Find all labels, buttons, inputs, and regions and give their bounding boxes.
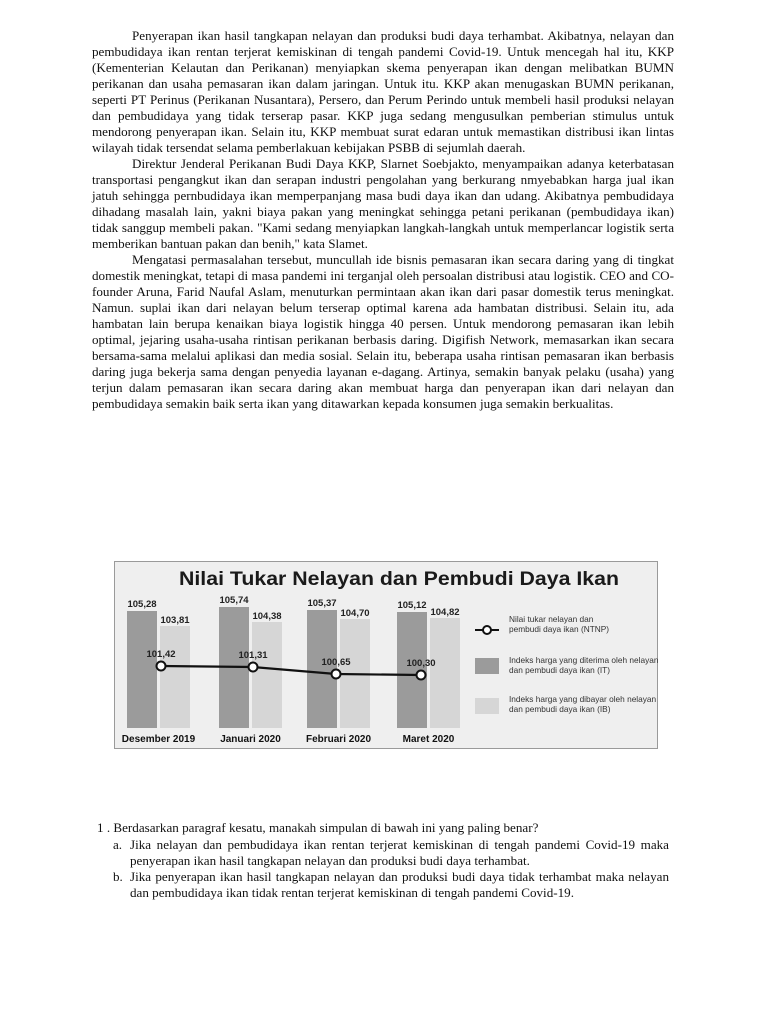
- option-text: Jika nelayan dan pembudidaya ikan rentan terjerat kemiskinan di tengah pandemi Covid-19 maka penyerapan ikan hasil tangkapan nelayan dan produksi budi daya terhambat.: [130, 836, 669, 868]
- ntnp-point: [332, 670, 341, 679]
- bar-label-ib: 103,81: [160, 615, 190, 626]
- ntnp-point: [417, 671, 426, 680]
- bar-ib: [252, 622, 282, 728]
- legend-ib-label: Indeks harga yang dibayar oleh nelayan dan pembudi daya ikan (IB): [509, 694, 657, 714]
- bar-label-ib: 104,82: [430, 607, 460, 618]
- chart-svg: [115, 562, 659, 750]
- option-b[interactable]: [97, 869, 669, 901]
- bar-label-ib: 104,38: [252, 611, 282, 622]
- ntnp-label: 101,42: [146, 649, 176, 660]
- option-letter: a.: [113, 836, 123, 852]
- paragraph-2: Direktur Jenderal Perikanan Budi Daya KKP, Slarnet Soebjakto, menyampaikan adanya keterbatasan transportasi pengangkut ikan dan serapan industri pengolahan yang berkurang nmyebabkan harga jual ikan jatuh sehingga pernbudidaya ikan memperpanjang masa budi daya ikan dan udang. Akibatnya pembudidaya dihadang masalah lain, yakni biaya pakan yang meningkat sehingga petani perikanan (pembudidaya ikan) tidak sanggup membeli pakan. "Kami sedang menyiapkan langkah-langkah untuk memperlancar logistik serta memberikan bantuan pakan dan benih," kata Slamet.: [92, 156, 674, 251]
- ntnp-point: [249, 663, 258, 672]
- ntnp-point: [157, 662, 166, 671]
- category-label: Januari 2020: [220, 734, 281, 745]
- bar-label-it: 105,74: [219, 595, 249, 606]
- bar-it: [307, 610, 337, 728]
- option-a[interactable]: [97, 837, 669, 869]
- category-label: Februari 2020: [305, 734, 372, 745]
- bar-label-it: 105,28: [127, 599, 157, 610]
- question-section: [97, 820, 669, 902]
- question-1-stem: [97, 820, 669, 836]
- bar-it: [127, 611, 157, 728]
- ntnp-chart: [114, 561, 658, 749]
- question-number: 1 .: [97, 820, 111, 835]
- ntnp-line: [161, 666, 421, 675]
- bar-ib: [430, 618, 460, 728]
- bar-label-ib: 104,70: [340, 608, 370, 619]
- legend-ntnp-label: Nilai tukar nelayan dan pembudi daya ikan (NTNP): [509, 614, 610, 634]
- ntnp-label: 101,31: [238, 650, 268, 661]
- paragraph-3: Mengatasi permasalahan tersebut, muncullah ide bisnis pemasaran ikan secara daring yang di tingkat domestik meningkat, tetapi di masa pandemi ini terganjal oleh persoalan distribusi atau logistik. CEO and CO-founder Aruna, Farid Naufal Aslam, menuturkan permintaan akan ikan dari pasar domestik terus meningkat. Namun. suplai ikan dari nelayan belum terserap optimal karena ada hambatan distribusi. Selain itu, ada hambatan lain berupa kenaikan biaya logistik hingga 40 persen. Untuk mendorong pemasaran ikan lebih optimal, jejaring usaha-usaha rintisan perikanan berbasis daring. Digifish Network, memasarkan ikan secara bersama-sama melalui aplikasi dan media sosial. Selain itu, beberapa usaha rintisan pemasaran ikan berbasis daring juga bekerja sama dengan penyedia layanan e-dagang. Artinya, semakin banyak pelaku (usaha) yang terjun dalam pemasaran ikan secara daring akan membuat harga dan penyerapan ikan dari nelayan dan pembudidaya semakin baik serta ikan yang ditawarkan kepada konsumen juga semakin berkualitas.: [92, 252, 674, 411]
- paragraph-1: Penyerapan ikan hasil tangkapan nelayan dan produksi budi daya terhambat. Akibatnya, nelayan dan pembudidaya ikan rentan terjerat kemiskinan di tengah pandemi Covid-19. Untuk mencegah hal itu, KKP (Kementerian Kelautan dan Perikanan) menyiapkan skema penyerapan ikan dengan melibatkan BUMN perikanan dan usaha pemasaran ikan dalam jaringan. Untuk itu. KKP akan menugaskan BUMN perikanan, seperti PT Perinus (Perikanan Nusantara), Persero, dan Perum Perindo untuk membeli hasil produksi nelayan dan pembudidaya yang tidak terserap pasar. KKP juga sedang mengusulkan pemberian stimulus untuk mendorong penyerapan ikan. Selain itu, KKP membuat surat edaran untuk memastikan distribusi ikan lintas wilayah tidak tersendat selama pemberlakuan kebijakan PSBB di sejumlah daerah.: [92, 28, 674, 155]
- bar-label-it: 105,37: [307, 598, 337, 609]
- article-body: [92, 28, 674, 412]
- ntnp-label: 100,30: [406, 658, 436, 669]
- legend-layer: [475, 614, 659, 714]
- legend-ib-swatch: [475, 698, 499, 714]
- legend-it-swatch: [475, 658, 499, 674]
- legend-it-label: Indeks harga yang diterima oleh nelayan dan pembudi daya ikan (IT): [509, 655, 659, 675]
- category-label: Maret 2020: [402, 734, 455, 745]
- option-text: Jika penyerapan ikan hasil tangkapan nelayan dan produksi budi daya tidak terhambat maka nelayan dan pembudidaya ikan tidak rentan terjerat kemiskinan di tengah pandemi Covid-19.: [130, 869, 669, 901]
- ntnp-label: 100,65: [321, 657, 351, 668]
- option-letter: b.: [113, 869, 123, 885]
- category-label: Desember 2019: [121, 734, 196, 745]
- bar-label-it: 105,12: [397, 600, 427, 611]
- question-text: Berdasarkan paragraf kesatu, manakah simpulan di bawah ini yang paling benar?: [113, 820, 539, 835]
- legend-ntnp-marker: [483, 626, 491, 634]
- bar-ib: [160, 626, 190, 728]
- chart-title: Nilai Tukar Nelayan dan Pembudi Daya Ikan: [179, 569, 619, 590]
